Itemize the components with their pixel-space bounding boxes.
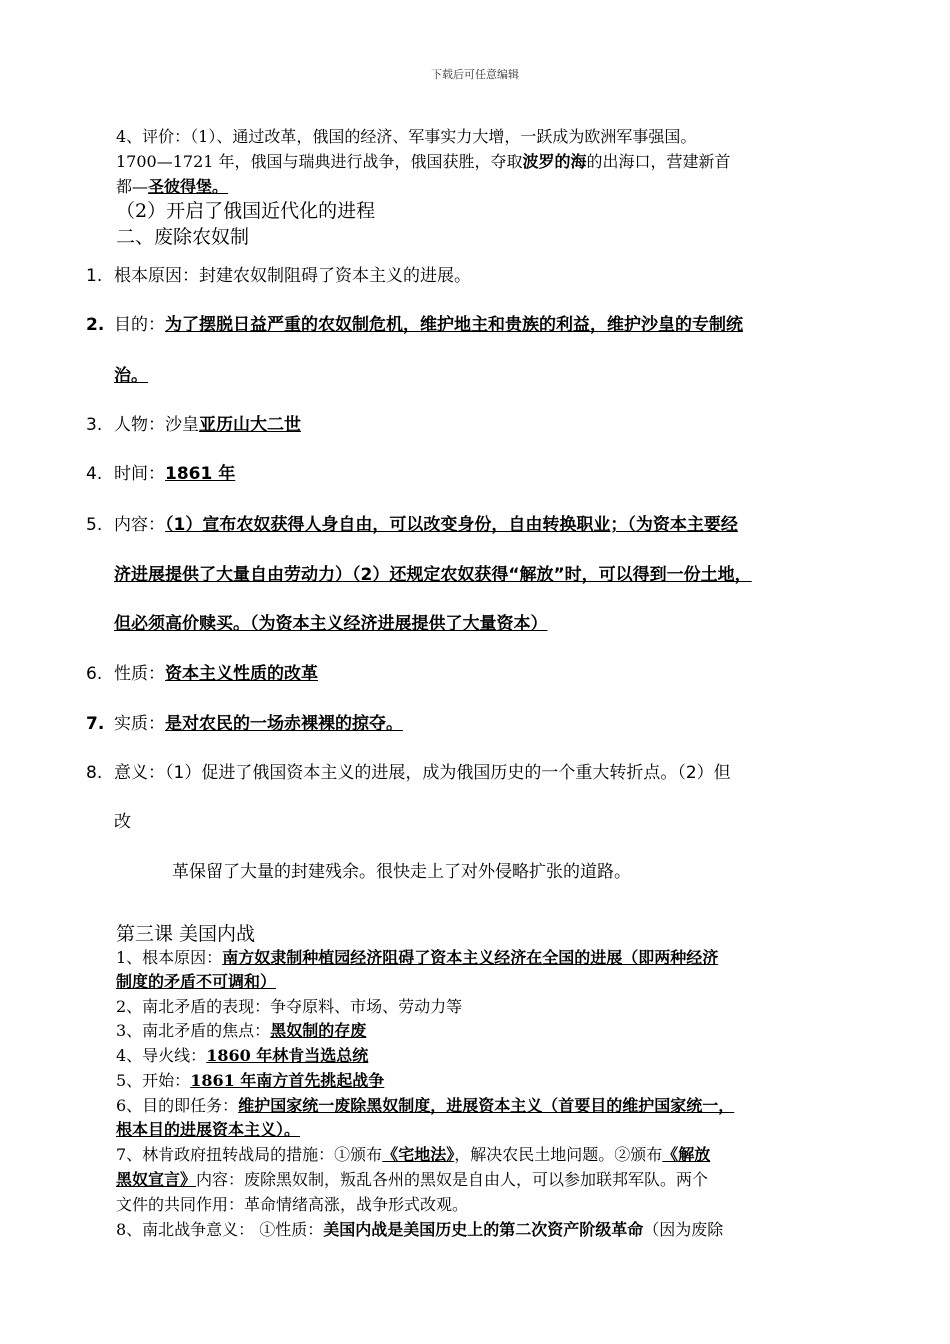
lesson-line xyxy=(116,946,718,970)
nature-text: 美国内战是美国历史上的第二次资产阶级革命 xyxy=(323,1220,644,1239)
evaluation-text: 都— xyxy=(116,177,149,196)
lesson-title: 第三课 美国内战 xyxy=(116,923,256,945)
purpose-value: 维护国家统一废除黑奴制度，进展资本主义（首要目的维护国家统一， xyxy=(238,1096,735,1115)
list-number: 5. xyxy=(86,515,103,535)
list-item xyxy=(86,660,866,688)
emancipation-proclamation: 黑奴宣言》 xyxy=(116,1170,197,1189)
evaluation-point-2: （2）开启了俄国近代化的进程 xyxy=(116,200,376,222)
st-petersburg-term: 圣彼得堡。 xyxy=(148,177,229,196)
significance-text-continued: 革保留了大量的封建残余。很快走上了对外侵略扩张的道路。 xyxy=(172,862,631,882)
evaluation-line-2 xyxy=(116,149,841,174)
significance-text: 意义：（1）促进了俄国资本主义的进展，成为俄国历史的一个重大转折点。（2）但 xyxy=(114,763,731,783)
list-item xyxy=(86,710,866,738)
person-name: 亚历山大二世 xyxy=(199,415,301,435)
line-label: 7、林肯政府扭转战局的措施：①颁布 xyxy=(116,1145,383,1164)
list-number: 3. xyxy=(86,415,103,435)
list-label: 时间： xyxy=(114,464,165,484)
root-cause-text-continued: 制度的矛盾不可调和） xyxy=(116,972,277,991)
line-label: 1、根本原因： xyxy=(116,948,223,967)
lesson-line xyxy=(116,1069,384,1093)
list-item xyxy=(86,262,866,290)
content-text: （1）宣布农奴获得人身自由，可以改变身份，自由转换职业；（为资本主要经 xyxy=(165,515,738,535)
year-value: 1861 年 xyxy=(165,464,236,484)
line-text: （因为废除 xyxy=(643,1220,724,1239)
list-label: 人物：沙皇 xyxy=(114,415,199,435)
line-text: 内容：废除黑奴制，叛乱各州的黑奴是自由人，可以参加联邦军队。两个 xyxy=(196,1170,709,1189)
list-label: 实质： xyxy=(114,714,165,734)
list-text: 根本原因：封建农奴制阻碍了资本主义的进展。 xyxy=(114,266,471,286)
section-heading-serfdom: 二、废除农奴制 xyxy=(116,226,250,248)
evaluation-line-1: 4、评价：（1）、通过改革，俄国的经济、军事实力大增，一跃成为欧洲军事强国。 xyxy=(116,127,697,146)
line-label: 4、导火线： xyxy=(116,1046,207,1065)
list-item xyxy=(86,759,866,787)
baltic-sea-term: 波罗的海 xyxy=(522,152,587,171)
list-number: 8. xyxy=(86,763,103,783)
evaluation-text: 的出海口，营建新首 xyxy=(586,152,731,171)
purpose-value-continued: 根本目的进展资本主义）。 xyxy=(116,1120,301,1139)
content-text-continued: 但必须高价赎买。（为资本主义经济进展提供了大量资本） xyxy=(114,614,548,634)
page-header: 下载后可任意编辑 xyxy=(431,68,519,81)
essence-value: 是对农民的一场赤裸裸的掠夺。 xyxy=(165,714,403,734)
list-item xyxy=(86,511,866,539)
emancipation-proclamation: 《解放 xyxy=(662,1145,711,1164)
line-label: 3、南北矛盾的焦点： xyxy=(116,1021,271,1040)
content-text-continued: 济进展提供了大量自由劳动力）（2）还规定农奴获得“解放”时，可以得到一份土地， xyxy=(114,565,752,585)
purpose-text-continued: 治。 xyxy=(114,366,148,386)
start-value: 1861 年南方首先挑起战争 xyxy=(190,1071,385,1090)
line-label: 8、南北战争意义： ①性质： xyxy=(116,1220,324,1239)
list-number: 6. xyxy=(86,664,103,684)
purpose-text: 为了摆脱日益严重的农奴制危机，维护地主和贵族的利益，维护沙皇的专制统 xyxy=(165,315,743,335)
line-label: 5、开始： xyxy=(116,1071,191,1090)
nature-value: 资本主义性质的改革 xyxy=(165,664,318,684)
list-item xyxy=(86,311,866,339)
lesson-line: 2、南北矛盾的表现：争夺原料、市场、劳动力等 xyxy=(116,997,463,1016)
lesson-line xyxy=(116,1044,368,1068)
list-label: 内容： xyxy=(114,515,165,535)
line-label: 6、目的即任务： xyxy=(116,1096,239,1115)
significance-text-continued: 改 xyxy=(114,812,131,832)
lesson-line xyxy=(116,1019,366,1043)
root-cause-text: 南方奴隶制种植园经济阻碍了资本主义经济在全国的进展（即两种经济 xyxy=(222,948,719,967)
focus-value: 黑奴制的存废 xyxy=(270,1021,367,1040)
list-number: 1. xyxy=(86,266,103,286)
homestead-act: 《宅地法》 xyxy=(382,1145,455,1164)
lesson-line xyxy=(116,1143,710,1167)
list-item xyxy=(86,411,866,439)
list-label: 目的： xyxy=(114,315,165,335)
lesson-line xyxy=(116,1094,734,1118)
list-number: 7. xyxy=(86,714,105,734)
list-item xyxy=(86,460,866,488)
lesson-line: 文件的共同作用：革命情绪高涨，战争形式改观。 xyxy=(116,1195,469,1214)
lesson-line xyxy=(116,1218,723,1242)
evaluation-paragraph xyxy=(116,124,841,199)
list-number: 2. xyxy=(86,315,105,335)
list-label: 性质： xyxy=(114,664,165,684)
evaluation-line-3 xyxy=(116,174,841,199)
line-text: ，解决农民土地问题。②颁布 xyxy=(454,1145,663,1164)
trigger-value: 1860 年林肯当选总统 xyxy=(206,1046,369,1065)
evaluation-text: 1700—1721 年，俄国与瑞典进行战争，俄国获胜，夺取 xyxy=(116,152,523,171)
lesson-line xyxy=(116,1168,708,1192)
list-number: 4. xyxy=(86,464,103,484)
